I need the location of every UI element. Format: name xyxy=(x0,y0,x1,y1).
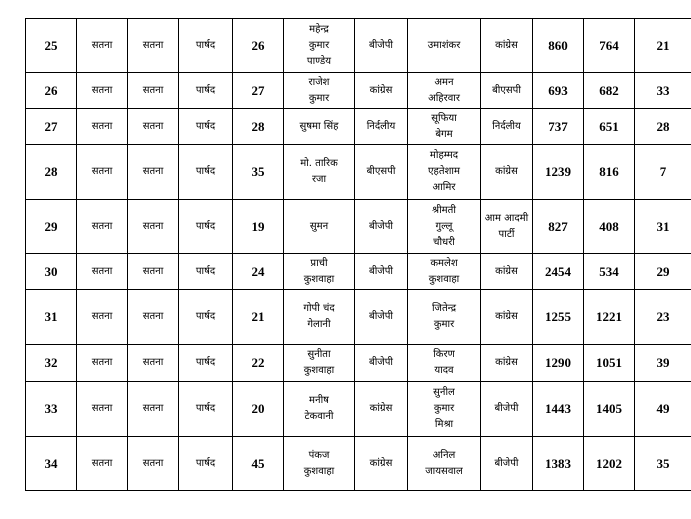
serial-number-cell: 25 xyxy=(26,19,77,73)
table-row xyxy=(26,19,691,73)
winner-votes-cell: 693 xyxy=(533,73,584,109)
last-column-cell: 28 xyxy=(635,109,691,145)
serial-number-cell: 33 xyxy=(26,382,77,437)
post-cell: पार्षद xyxy=(179,200,233,254)
runner-up-name-cell xyxy=(408,254,481,290)
runner-up-votes-cell: 651 xyxy=(584,109,635,145)
post-cell: पार्षद xyxy=(179,437,233,491)
serial-number-cell: 34 xyxy=(26,437,77,491)
winner-name-cell xyxy=(284,200,355,254)
serial-number-cell: 32 xyxy=(26,345,77,382)
table-row xyxy=(26,382,691,437)
name-line: कुमार xyxy=(433,403,455,414)
runner-up-votes-cell: 408 xyxy=(584,200,635,254)
local-body-cell: सतना xyxy=(128,345,179,382)
post-cell: पार्षद xyxy=(179,109,233,145)
serial-number-cell: 27 xyxy=(26,109,77,145)
winner-party-cell: कांग्रेस xyxy=(355,382,408,437)
name-line: अमन xyxy=(434,76,454,88)
name-line: गोपी चंद xyxy=(303,303,335,314)
district-cell: सतना xyxy=(77,200,128,254)
name-line: यादव xyxy=(434,365,454,376)
serial-number-cell: 26 xyxy=(26,73,77,109)
name-line: राजेश xyxy=(308,76,330,88)
runner-up-name-cell xyxy=(408,382,481,437)
runner-up-party-cell: आम आदमी पार्टी xyxy=(481,200,533,254)
name-line: जितेन्द्र xyxy=(431,303,457,314)
winner-votes-cell: 1290 xyxy=(533,345,584,382)
local-body-cell: सतना xyxy=(128,145,179,200)
district-cell: सतना xyxy=(77,437,128,491)
name-line: सुषमा सिंह xyxy=(299,120,339,132)
name-line: कुशवाहा xyxy=(303,365,335,376)
local-body-cell: सतना xyxy=(128,200,179,254)
table-row xyxy=(26,200,691,254)
winner-name-cell xyxy=(284,19,355,73)
winner-name-cell xyxy=(284,145,355,200)
winner-party-cell: बीजेपी xyxy=(355,200,408,254)
runner-up-votes-cell: 764 xyxy=(584,19,635,73)
table-row xyxy=(26,109,691,145)
ward-number-cell: 20 xyxy=(233,382,284,437)
name-line: कमलेश xyxy=(430,257,458,269)
name-line: मिश्रा xyxy=(434,419,454,430)
runner-up-votes-cell: 816 xyxy=(584,145,635,200)
name-line: रजा xyxy=(311,174,327,185)
name-line: बेगम xyxy=(435,128,453,140)
ward-number-cell: 24 xyxy=(233,254,284,290)
local-body-cell: सतना xyxy=(128,290,179,345)
winner-name-cell xyxy=(284,437,355,491)
post-cell: पार्षद xyxy=(179,254,233,290)
runner-up-votes-cell: 1405 xyxy=(584,382,635,437)
runner-up-name-cell xyxy=(408,109,481,145)
ward-number-cell: 35 xyxy=(233,145,284,200)
table-row xyxy=(26,73,691,109)
runner-up-party-cell: कांग्रेस xyxy=(481,345,533,382)
local-body-cell: सतना xyxy=(128,109,179,145)
winner-party-cell: बीजेपी xyxy=(355,19,408,73)
winner-party-cell: बीजेपी xyxy=(355,254,408,290)
name-line: गेलानी xyxy=(307,319,331,330)
post-cell: पार्षद xyxy=(179,73,233,109)
name-line: सुनीता xyxy=(307,349,331,360)
post-cell: पार्षद xyxy=(179,345,233,382)
results-table xyxy=(25,18,691,491)
local-body-cell: सतना xyxy=(128,73,179,109)
runner-up-party-cell: कांग्रेस xyxy=(481,290,533,345)
name-line: पाण्डेय xyxy=(306,55,332,67)
local-body-cell: सतना xyxy=(128,382,179,437)
serial-number-cell: 30 xyxy=(26,254,77,290)
table-row xyxy=(26,145,691,200)
name-line: चौधरी xyxy=(433,236,455,248)
last-column-cell: 21 xyxy=(635,19,691,73)
runner-up-party-cell: बीजेपी xyxy=(481,382,533,437)
name-line: जायसवाल xyxy=(425,465,463,477)
name-line: श्रीमती xyxy=(432,204,456,216)
local-body-cell: सतना xyxy=(128,437,179,491)
runner-up-votes-cell: 534 xyxy=(584,254,635,290)
last-column-cell: 33 xyxy=(635,73,691,109)
serial-number-cell: 29 xyxy=(26,200,77,254)
name-line: किरण xyxy=(433,349,455,360)
ward-number-cell: 26 xyxy=(233,19,284,73)
name-line: कुशवाहा xyxy=(303,273,335,285)
name-line: एहतेशाम xyxy=(428,166,460,177)
last-column-cell: 23 xyxy=(635,290,691,345)
table-row xyxy=(26,437,691,491)
name-line: आमिर xyxy=(432,182,456,193)
runner-up-votes-cell: 1051 xyxy=(584,345,635,382)
winner-votes-cell: 827 xyxy=(533,200,584,254)
serial-number-cell: 31 xyxy=(26,290,77,345)
name-line: अनिल xyxy=(432,449,456,461)
winner-party-cell: कांग्रेस xyxy=(355,73,408,109)
winner-name-cell xyxy=(284,254,355,290)
winner-name-cell xyxy=(284,73,355,109)
name-line: महेन्द्र xyxy=(309,23,329,35)
name-line: मो. तारिक xyxy=(300,158,338,169)
winner-votes-cell: 1255 xyxy=(533,290,584,345)
runner-up-votes-cell: 1221 xyxy=(584,290,635,345)
post-cell: पार्षद xyxy=(179,19,233,73)
runner-up-party-cell: कांग्रेस xyxy=(481,19,533,73)
winner-votes-cell: 2454 xyxy=(533,254,584,290)
name-line: गुल्लू xyxy=(435,220,453,232)
runner-up-votes-cell: 682 xyxy=(584,73,635,109)
ward-number-cell: 27 xyxy=(233,73,284,109)
district-cell: सतना xyxy=(77,73,128,109)
winner-votes-cell: 1443 xyxy=(533,382,584,437)
name-line: मोहम्मद xyxy=(429,150,459,161)
name-line: कुमार xyxy=(308,92,330,104)
name-line: उमाशंकर xyxy=(427,39,461,51)
name-line: प्राची xyxy=(310,257,328,269)
name-line: सुमन xyxy=(309,220,329,232)
winner-name-cell xyxy=(284,345,355,382)
runner-up-party-cell: बीएसपी xyxy=(481,73,533,109)
runner-up-party-cell: कांग्रेस xyxy=(481,145,533,200)
post-cell: पार्षद xyxy=(179,382,233,437)
winner-votes-cell: 860 xyxy=(533,19,584,73)
district-cell: सतना xyxy=(77,145,128,200)
ward-number-cell: 19 xyxy=(233,200,284,254)
last-column-cell: 31 xyxy=(635,200,691,254)
district-cell: सतना xyxy=(77,109,128,145)
runner-up-name-cell xyxy=(408,437,481,491)
ward-number-cell: 21 xyxy=(233,290,284,345)
last-column-cell: 7 xyxy=(635,145,691,200)
results-table-body xyxy=(26,19,691,491)
last-column-cell: 39 xyxy=(635,345,691,382)
winner-votes-cell: 1239 xyxy=(533,145,584,200)
winner-party-cell: बीजेपी xyxy=(355,290,408,345)
serial-number-cell: 28 xyxy=(26,145,77,200)
name-line: सुनील xyxy=(433,387,455,398)
name-line: मनीष xyxy=(309,395,329,406)
runner-up-name-cell xyxy=(408,345,481,382)
name-line: पंकज xyxy=(308,449,330,461)
runner-up-votes-cell: 1202 xyxy=(584,437,635,491)
winner-party-cell: कांग्रेस xyxy=(355,437,408,491)
post-cell: पार्षद xyxy=(179,145,233,200)
winner-party-cell: बीएसपी xyxy=(355,145,408,200)
runner-up-name-cell xyxy=(408,19,481,73)
local-body-cell: सतना xyxy=(128,254,179,290)
district-cell: सतना xyxy=(77,19,128,73)
last-column-cell: 49 xyxy=(635,382,691,437)
last-column-cell: 35 xyxy=(635,437,691,491)
name-line: कुशवाहा xyxy=(303,465,335,477)
winner-party-cell: निर्दलीय xyxy=(355,109,408,145)
runner-up-name-cell xyxy=(408,200,481,254)
winner-name-cell xyxy=(284,382,355,437)
winner-votes-cell: 737 xyxy=(533,109,584,145)
post-cell: पार्षद xyxy=(179,290,233,345)
district-cell: सतना xyxy=(77,345,128,382)
name-line: कुमार xyxy=(308,39,330,51)
last-column-cell: 29 xyxy=(635,254,691,290)
winner-name-cell xyxy=(284,290,355,345)
table-row xyxy=(26,290,691,345)
name-line: सूफिया xyxy=(431,112,457,124)
runner-up-name-cell xyxy=(408,290,481,345)
runner-up-name-cell xyxy=(408,145,481,200)
district-cell: सतना xyxy=(77,290,128,345)
table-row xyxy=(26,254,691,290)
name-line: टेकवानी xyxy=(304,411,334,422)
ward-number-cell: 28 xyxy=(233,109,284,145)
ward-number-cell: 22 xyxy=(233,345,284,382)
table-row xyxy=(26,345,691,382)
name-line: कुमार xyxy=(433,319,455,330)
runner-up-name-cell xyxy=(408,73,481,109)
winner-name-cell xyxy=(284,109,355,145)
runner-up-party-cell: बीजेपी xyxy=(481,437,533,491)
name-line: कुशवाहा xyxy=(428,273,460,285)
district-cell: सतना xyxy=(77,382,128,437)
runner-up-party-cell: कांग्रेस xyxy=(481,254,533,290)
runner-up-party-cell: निर्दलीय xyxy=(481,109,533,145)
name-line: अहिरवार xyxy=(428,92,460,104)
ward-number-cell: 45 xyxy=(233,437,284,491)
local-body-cell: सतना xyxy=(128,19,179,73)
winner-votes-cell: 1383 xyxy=(533,437,584,491)
winner-party-cell: बीजेपी xyxy=(355,345,408,382)
district-cell: सतना xyxy=(77,254,128,290)
